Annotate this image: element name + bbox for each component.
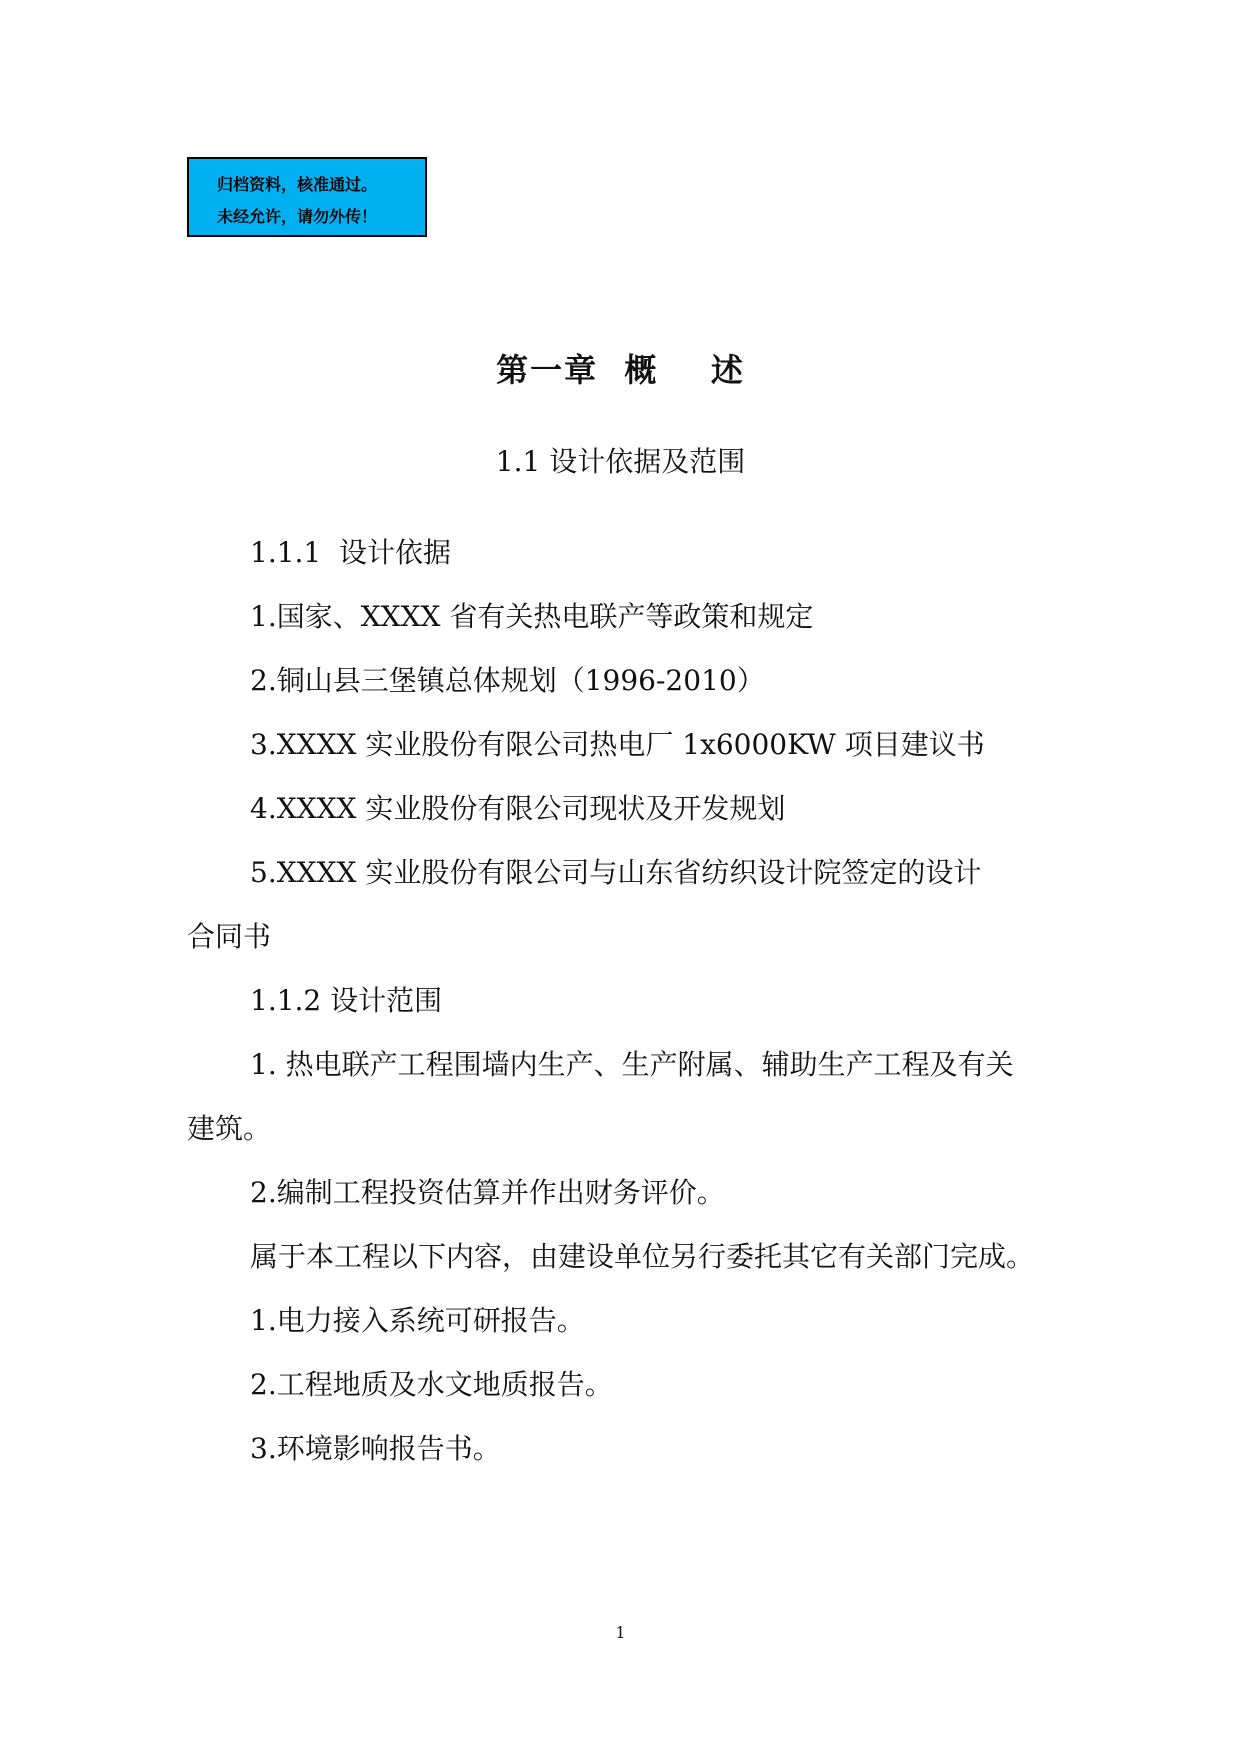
- basis-item: 2.铜山县三堡镇总体规划（1996-2010）: [250, 664, 765, 697]
- page-number: 1: [615, 1623, 626, 1642]
- scope-item: 2.编制工程投资估算并作出财务评价。: [250, 1176, 725, 1209]
- scope-item-continuation: 建筑。: [187, 1112, 272, 1145]
- basis-item: 1.国家、XXXX 省有关热电联产等政策和规定: [250, 600, 814, 633]
- basis-item: 4.XXXX 实业股份有限公司现状及开发规划: [250, 792, 786, 825]
- scope-item: 1.电力接入系统可研报告。: [250, 1304, 585, 1337]
- basis-item: 3.XXXX 实业股份有限公司热电厂 1x6000KW 项目建议书: [250, 728, 985, 761]
- section-title: 1.1 设计依据及范围: [495, 445, 746, 478]
- scope-note: 属于本工程以下内容，由建设单位另行委托其它有关部门完成。: [250, 1240, 1035, 1273]
- subsection-heading-basis: 1.1.1 设计依据: [250, 536, 452, 569]
- scope-item: 2.工程地质及水文地质报告。: [250, 1368, 613, 1401]
- archive-notice-line2: 未经允许，请勿外传！: [217, 207, 378, 226]
- chapter-title: 第一章 概 述: [496, 351, 745, 389]
- scope-item: 3.环境影响报告书。: [250, 1432, 501, 1465]
- basis-item-continuation: 合同书: [187, 920, 272, 953]
- scope-item: 1. 热电联产工程围墙内生产、生产附属、辅助生产工程及有关: [250, 1048, 1014, 1081]
- archive-notice-line1: 归档资料，核准通过。: [217, 175, 378, 194]
- archive-notice-box: [187, 157, 427, 237]
- subsection-heading-scope: 1.1.2 设计范围: [250, 984, 443, 1017]
- basis-item: 5.XXXX 实业股份有限公司与山东省纺织设计院签定的设计: [250, 856, 982, 889]
